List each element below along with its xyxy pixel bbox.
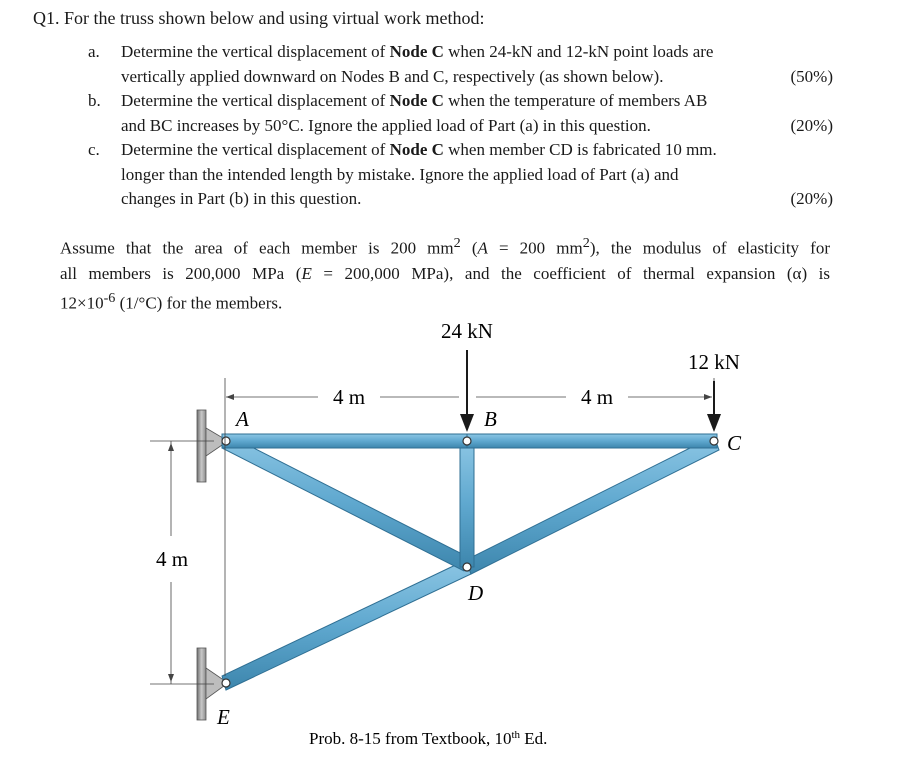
part-a-line-2: vertically applied downward on Nodes B and C, respectively (as shown below). (50%): [121, 65, 833, 90]
member-ed: [222, 560, 471, 690]
load-label-c: 12 kN: [688, 350, 740, 374]
pin-b: [463, 437, 471, 445]
part-a-line-1: Determine the vertical displacement of Node C when 24-kN and 12-kN point loads are: [121, 42, 714, 61]
part-b-letter: b.: [88, 91, 101, 110]
load-arrow-b: [460, 350, 474, 432]
load-arrow-c: [707, 381, 721, 432]
load-label-b: 24 kN: [441, 319, 493, 343]
part-b-weight: (20%): [790, 115, 833, 135]
member-dc: [466, 436, 719, 574]
part-a-weight: (50%): [790, 66, 833, 86]
node-label-a: A: [236, 407, 249, 431]
pin-c: [710, 437, 718, 445]
node-label-e: E: [217, 705, 230, 729]
truss-members: [222, 434, 719, 690]
assumptions-line-2: all members is 200,000 MPa (E = 200,000 MPa), and the coefficient of thermal expansion (α) is: [60, 263, 831, 283]
member-bc: [467, 434, 717, 448]
figure-caption: Prob. 8-15 from Textbook, 10th Ed.: [309, 729, 548, 748]
node-c-emphasis: Node C: [389, 42, 444, 61]
member-ab: [222, 434, 467, 448]
part-b-line-1: Determine the vertical displacement of Node C when the temperature of members AB: [121, 91, 708, 110]
dimension-horizontal: [226, 394, 712, 400]
part-b-line-2: and BC increases by 50°C. Ignore the applied load of Part (a) in this question. (20%): [121, 114, 833, 139]
member-bd: [460, 441, 474, 567]
part-c-line-3: changes in Part (b) in this question. (20%): [121, 187, 833, 212]
dim-label-bc: 4 m: [580, 385, 614, 409]
node-label-c: C: [727, 431, 742, 455]
dim-label-vertical: 4 m: [155, 547, 189, 571]
part-c-letter: c.: [88, 140, 100, 159]
pin-d: [463, 563, 471, 571]
pin-e: [222, 679, 230, 687]
part-a-letter: a.: [88, 42, 100, 61]
assumptions-line-3: $12\times 10^{-6}$ (1/°C) for the members.: [60, 289, 283, 313]
pin-a: [222, 437, 230, 445]
node-label-b: B: [484, 407, 497, 431]
question-title: Q1. For the truss shown below and using virtual work method:: [33, 8, 485, 28]
node-label-d: D: [468, 581, 484, 605]
part-c-weight: (20%): [790, 189, 833, 208]
assumptions-line-1: Assume that the area of each member is 200 $mm^2$ (A = 200 $mm^2$), the modulus of elasticity for: [60, 235, 830, 258]
part-c-line-1: Determine the vertical displacement of Node C when member CD is fabricated 10 mm.: [121, 140, 717, 159]
node-c-emphasis: Node C: [389, 140, 444, 159]
member-ad: [222, 434, 470, 571]
node-c-emphasis: Node C: [389, 91, 444, 110]
part-c-line-2: longer than the intended length by mistake. Ignore the applied load of Part (a) and: [121, 164, 679, 184]
dim-label-ab: 4 m: [332, 385, 366, 409]
